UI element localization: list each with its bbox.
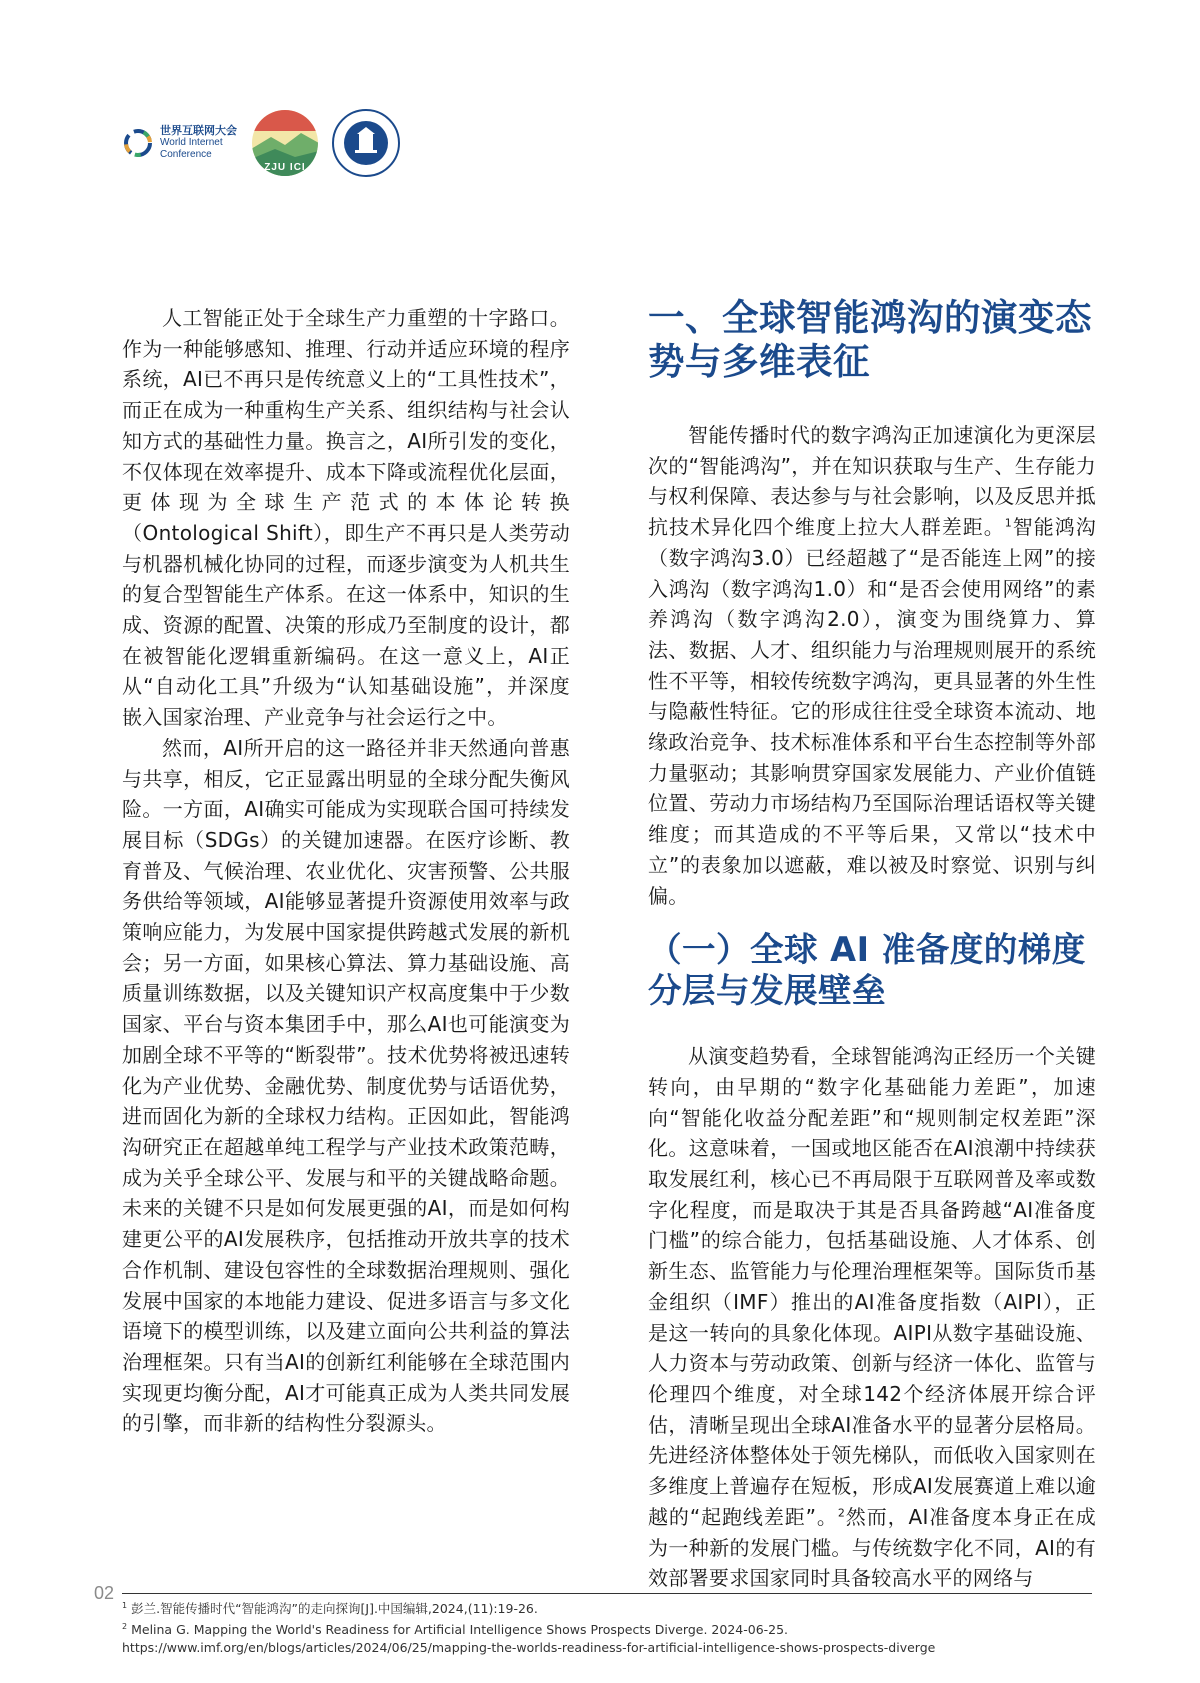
section-1-paragraph	[648, 420, 1096, 911]
footnote-2-text[interactable]: Melina G. Mapping the World's Readiness for Artificial Intelligence Shows Prospects Diverge. 2024-06-25. https://www.imf.org/en/blogs/articles/2024/06/25/mapping-the-worlds-readiness-for-artificial-intelligence-shows-prospects-diverge	[122, 1622, 936, 1655]
footnote-1-text: 彭兰.智能传播时代“智能鸿沟”的走向探询[J].中国编辑,2024,(11):19-26.	[131, 1601, 538, 1616]
footnote-1	[122, 1600, 1092, 1618]
footnote-divider	[122, 1593, 1092, 1594]
wic-name-en-2: Conference	[160, 149, 212, 160]
intro-paragraph-1: 人工智能正处于全球生产力重塑的十字路口。作为一种能够感知、推理、行动并适应环境的程序系统，AI已不再只是传统意义上的“工具性技术”，而正在成为一种重构生产关系、组织结构与社会认知方式的基础性力量。换言之，AI所引发的变化，不仅体现在效率提升、成本下降或流程优化层面，更体现为全球生产范式的本体论转换（Ontological Shift），即生产不再只是人类劳动与机器机械化协同的过程，而逐步演变为人机共生的复合型智能生产体系。在这一体系中，知识的生成、资源的配置、决策的形成乃至制度的设计，都在被智能化逻辑重新编码。在这一意义上，AI正从“自动化工具”升级为“认知基础设施”，并深度嵌入国家治理、产业竞争与社会运行之中。	[122, 306, 570, 730]
wuzhen-institute-seal-icon	[331, 108, 401, 178]
footnote-1-number: 1	[122, 1600, 128, 1610]
section-1-text-b: 智能鸿沟（数字鸿沟3.0）已经超越了“是否能连上网”的接入鸿沟（数字鸿沟1.0）和“是否会使用网络”的素养鸿沟（数字鸿沟2.0），演变为围绕算力、算法、数据、人才、组织能力与治理规则展开的系统性不平等，相较传统数字鸿沟，更具显著的外生性与隐蔽性特征。它的形成往往受全球资本流动、地缘政治竞争、技术标准体系和平台生态控制等外部力量驱动；其影响贯穿国家发展能力、产业价值链位置、劳动力市场结构乃至国际治理话语权等关键维度；而其造成的不平等后果，又常以“技术中立”的表象加以遮蔽，难以被及时察觉、识别与纠偏。	[648, 515, 1097, 908]
footnote-2-number: 2	[122, 1621, 128, 1631]
left-column	[122, 303, 570, 1439]
footnotes	[122, 1600, 1092, 1660]
world-internet-conference-logo	[122, 125, 237, 161]
section-heading-2: （一）全球 AI 准备度的梯度分层与发展壁垒	[648, 930, 1086, 1011]
wic-name-cn: 世界互联网大会	[160, 125, 237, 137]
section-2-text-b: 然而，AI准备度本身正在成为一种新的发展门槛。与传统数字化不同，AI的有效部署要求国家同时具备较高水平的网络与	[648, 1504, 1096, 1591]
zju-ici-logo	[251, 109, 319, 177]
right-column	[648, 296, 1096, 1594]
section-2-paragraph	[648, 1041, 1096, 1594]
header-logos	[122, 104, 401, 182]
wic-name-en-1: World Internet	[160, 137, 223, 148]
footnote-ref-1[interactable]: 1	[1004, 516, 1013, 530]
footnote-ref-2[interactable]: 2	[837, 1506, 846, 1520]
zju-ici-label: ZJU ICI	[264, 162, 306, 173]
footnote-2	[122, 1621, 1092, 1657]
wic-ring-icon	[122, 127, 154, 159]
page-number: 02	[94, 1583, 115, 1603]
section-2-text-a: 从演变趋势看，全球智能鸿沟正经历一个关键转向，由早期的“数字化基础能力差距”，加速向“智能化收益分配差距”和“规则制定权差距”深化。这意味着，一国或地区能否在AI浪潮中持续获取发展红利，核心已不再局限于互联网普及率或数字化程度，而是取决于其是否具备跨越“AI准备度门槛”的综合能力，包括基础设施、人才体系、创新生态、监管能力与伦理治理框架等。国际货币基金组织（IMF）推出的AI准备度指数（AIPI），正是这一转向的具象化体现。AIPI从数字基础设施、人力资本与劳动政策、创新与经济一体化、监管与伦理四个维度，对全球142个经济体展开综合评估，清晰呈现出全球AI准备水平的显著分层格局。先进经济体整体处于领先梯队，而低收入国家则在多维度上普遍存在短板，形成AI发展赛道上难以逾越的“起跑线差距”。	[648, 1044, 1096, 1529]
section-heading-1: 一、全球智能鸿沟的演变态势与多维表征	[648, 296, 1092, 383]
section-1-text-a: 智能传播时代的数字鸿沟正加速演化为更深层次的“智能鸿沟”，并在知识获取与生产、生存能力与权利保障、表达参与与社会影响，以及反思并抵抗技术异化四个维度上拉大人群差距。	[648, 423, 1096, 540]
intro-paragraph-2: 然而，AI所开启的这一路径并非天然通向普惠与共享，相反，它正显露出明显的全球分配失衡风险。一方面，AI确实可能成为实现联合国可持续发展目标（SDGs）的关键加速器。在医疗诊断、教育普及、气候治理、农业优化、灾害预警、公共服务供给等领域，AI能够显著提升资源使用效率与政策响应能力，为发展中国家提供跨越式发展的新机会；另一方面，如果核心算法、算力基础设施、高质量训练数据，以及关键知识产权高度集中于少数国家、平台与资本集团手中，那么AI也可能演变为加剧全球不平等的“断裂带”。技术优势将被迅速转化为产业优势、金融优势、制度优势与话语优势，进而固化为新的全球权力结构。正因如此，智能鸿沟研究正在超越单纯工程学与产业技术政策范畴，成为关乎全球公平、发展与和平的关键战略命题。未来的关键不只是如何发展更强的AI，而是如何构建更公平的AI发展秩序，包括推动开放共享的技术合作机制、建设包容性的全球数据治理规则、强化发展中国家的本地能力建设、促进多语言与多文化语境下的模型训练，以及建立面向公共利益的算法治理框架。只有当AI的创新红利能够在全球范围内实现更均衡分配，AI才可能真正成为人类共同发展的引擎，而非新的结构性分裂源头。	[122, 735, 570, 1436]
